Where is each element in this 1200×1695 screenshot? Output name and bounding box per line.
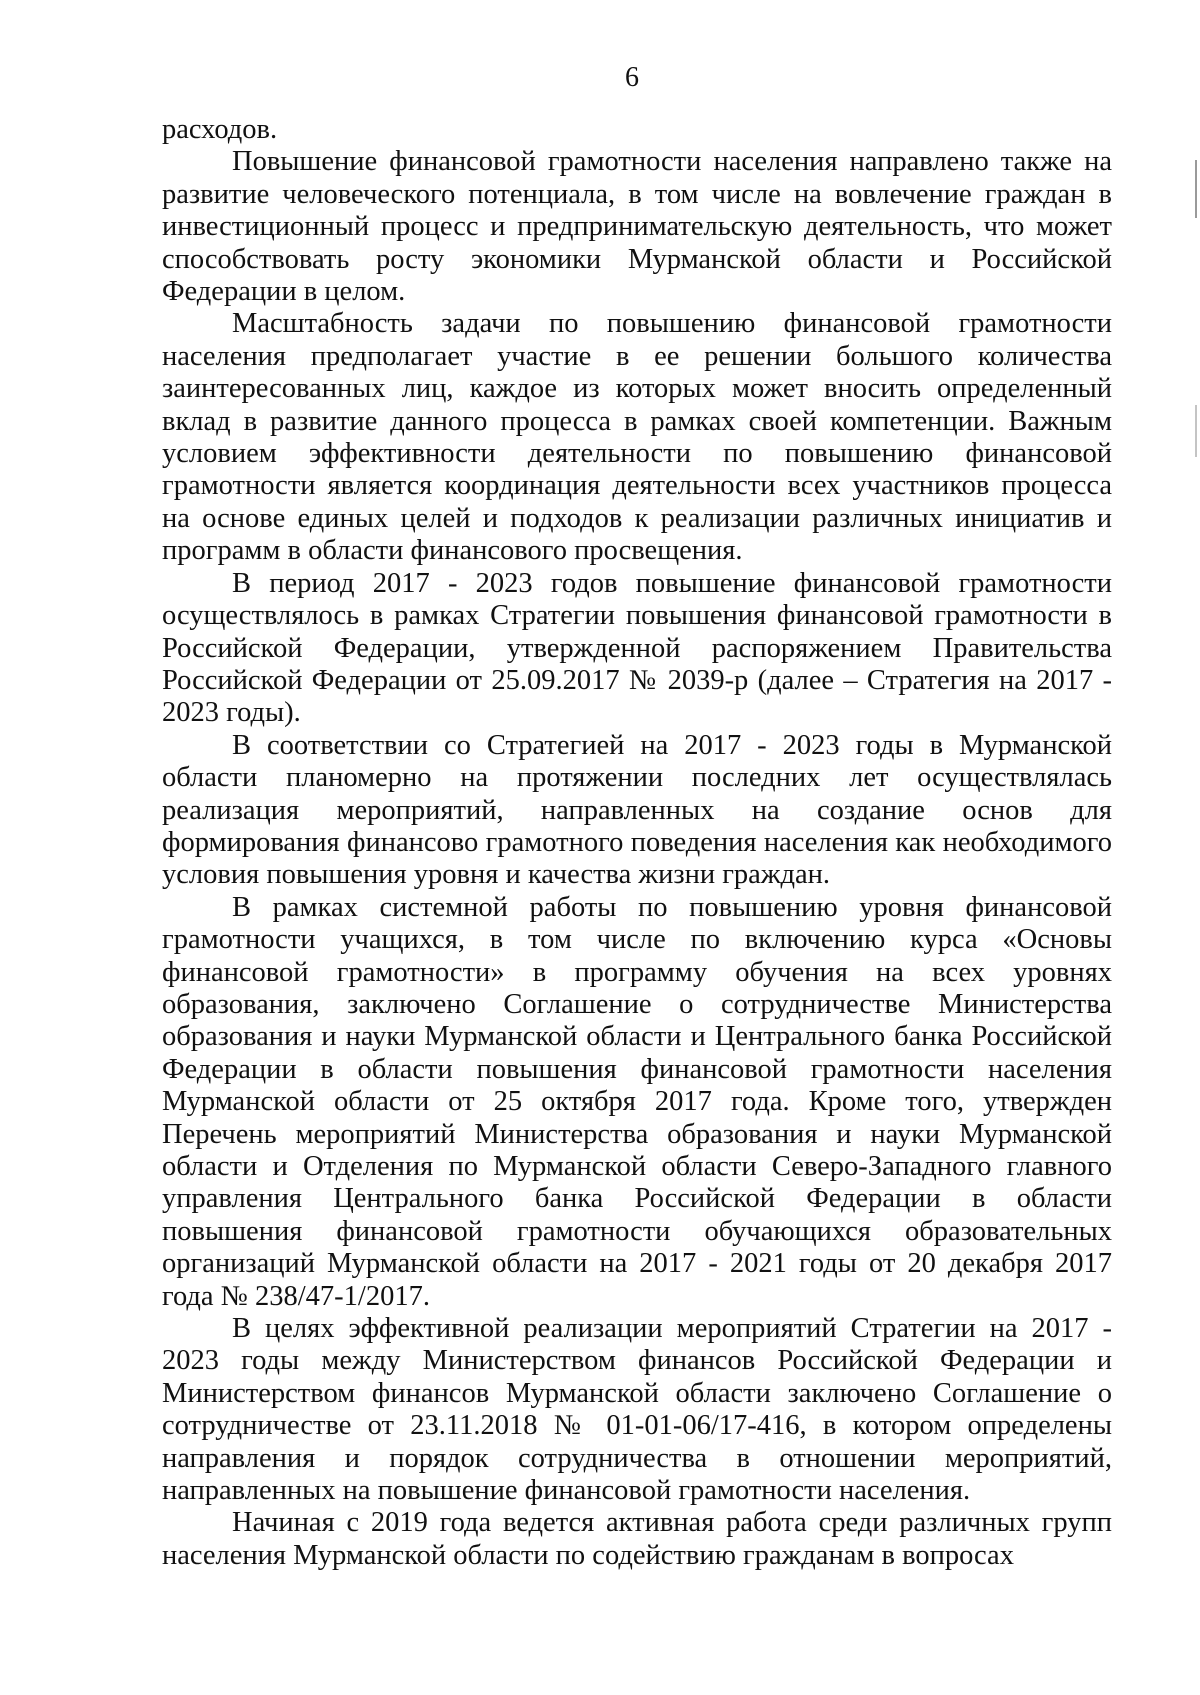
body-text [162,114,1112,1572]
paragraph-since-2019: Начиная с 2019 года ведется активная работа среди различных групп населения Мурманской области по содействию гражданам в вопросах [162,1507,1112,1571]
paragraph-continuation: расходов. [162,114,278,145]
paragraph-education-agreement: В рамках системной работы по повышению уровня финансовой грамотности учащихся, в том числе по включению курса «Основы финансовой грамотности» в программу обучения на всех уровнях образования, заключено Соглашение о сотрудничестве Министерства образования и науки Мурманской области и Центрального банка Российской Федерации в области повышения финансовой грамотности населения Мурманской области от 25 октября 2017 года. Кроме того, утвержден Перечень мероприятий Министерства образования и науки Мурманской области и Отделения по Мурманской области Северо-Западного главного управления Центрального банка Российской Федерации в области повышения финансовой грамотности обучающихся образовательных организаций Мурманской области на 2017 - 2021 годы от 20 декабря 2017 года № 238/47-1/2017. [162,891,1112,1312]
paragraph-human-potential: Повышение финансовой грамотности населения направлено также на развитие человеческого потенциала, в том числе на вовлечение граждан в инвестиционный процесс и предпринимательскую деятельность, что может способствовать росту экономики Мурманской области и Российской Федерации в целом. [162,146,1112,308]
scan-edge-mark [1195,405,1197,457]
paragraph-ministry-agreement: В целях эффективной реализации мероприятий Стратегии на 2017 - 2023 годы между Министерством финансов Российской Федерации и Министерством финансов Мурманской области заключено Соглашение о сотрудничестве от 23.11.2018 № 01-01-06/17-416, в котором определены направления и порядок сотрудничества в отношении мероприятий, направленных на повышение финансовой грамотности населения. [162,1313,1112,1507]
paragraph-scale-of-task: Масштабность задачи по повышению финансовой грамотности населения предполагает участие в ее решении большого количества заинтересованных лиц, каждое из которых может вносить определенный вклад в развитие данного процесса в рамках своей компетенции. Важным условием эффективности деятельности по повышению финансовой грамотности является координация деятельности всех участников процесса на основе единых целей и подходов к реализации различных инициатив и программ в области финансового просвещения. [162,308,1112,567]
paragraph-strategy-2017-2023: В период 2017 - 2023 годов повышение финансовой грамотности осуществлялось в рамках Стратегии повышения финансовой грамотности в Российской Федерации, утвержденной распоряжением Правительства Российской Федерации от 25.09.2017 № 2039-р (далее – Стратегия на 2017 - 2023 годы). [162,567,1112,729]
scan-edge-mark [1195,160,1197,218]
page-number: 6 [625,62,639,93]
paragraph-implementation: В соответствии со Стратегией на 2017 - 2023 годы в Мурманской области планомерно на протяжении последних лет осуществлялась реализация мероприятий, направленных на создание основ для формирования финансово грамотного поведения населения как необходимого условия повышения уровня и качества жизни граждан. [162,729,1112,891]
